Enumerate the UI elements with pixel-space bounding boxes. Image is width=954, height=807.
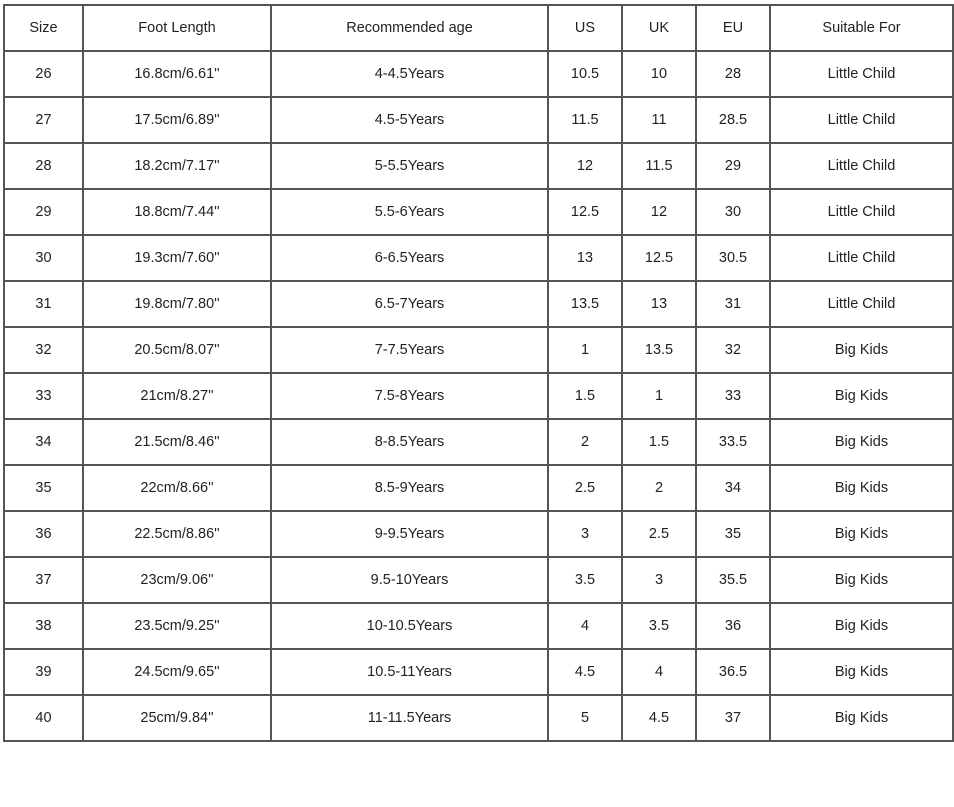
header-foot-length: Foot Length [83, 5, 271, 51]
eu-cell: 36 [696, 603, 770, 649]
recommended-age-cell: 10.5-11Years [271, 649, 548, 695]
us-cell: 11.5 [548, 97, 622, 143]
us-cell: 13.5 [548, 281, 622, 327]
us-cell: 13 [548, 235, 622, 281]
foot-length-cell: 17.5cm/6.89'' [83, 97, 271, 143]
suitable-for-cell: Big Kids [770, 327, 953, 373]
us-cell: 4 [548, 603, 622, 649]
table-row [4, 327, 953, 373]
size-cell: 26 [4, 51, 83, 97]
eu-cell: 33 [696, 373, 770, 419]
size-cell: 30 [4, 235, 83, 281]
recommended-age-cell: 7-7.5Years [271, 327, 548, 373]
foot-length-cell: 21.5cm/8.46'' [83, 419, 271, 465]
size-cell: 35 [4, 465, 83, 511]
uk-cell: 3 [622, 557, 696, 603]
suitable-for-cell: Big Kids [770, 603, 953, 649]
recommended-age-cell: 5.5-6Years [271, 189, 548, 235]
foot-length-cell: 18.8cm/7.44'' [83, 189, 271, 235]
recommended-age-cell: 4.5-5Years [271, 97, 548, 143]
size-cell: 39 [4, 649, 83, 695]
us-cell: 5 [548, 695, 622, 741]
suitable-for-cell: Big Kids [770, 373, 953, 419]
us-cell: 2.5 [548, 465, 622, 511]
table-row [4, 465, 953, 511]
recommended-age-cell: 6.5-7Years [271, 281, 548, 327]
size-cell: 36 [4, 511, 83, 557]
size-cell: 34 [4, 419, 83, 465]
eu-cell: 28.5 [696, 97, 770, 143]
table-row [4, 649, 953, 695]
suitable-for-cell: Little Child [770, 281, 953, 327]
recommended-age-cell: 4-4.5Years [271, 51, 548, 97]
foot-length-cell: 19.8cm/7.80'' [83, 281, 271, 327]
foot-length-cell: 22cm/8.66'' [83, 465, 271, 511]
us-cell: 12 [548, 143, 622, 189]
size-chart-table [3, 4, 954, 742]
table-row [4, 235, 953, 281]
us-cell: 10.5 [548, 51, 622, 97]
table-row [4, 603, 953, 649]
recommended-age-cell: 11-11.5Years [271, 695, 548, 741]
table-row [4, 281, 953, 327]
uk-cell: 11.5 [622, 143, 696, 189]
table-row [4, 143, 953, 189]
header-row [4, 5, 953, 51]
size-cell: 32 [4, 327, 83, 373]
uk-cell: 12.5 [622, 235, 696, 281]
table-row [4, 511, 953, 557]
suitable-for-cell: Little Child [770, 143, 953, 189]
uk-cell: 13.5 [622, 327, 696, 373]
us-cell: 1.5 [548, 373, 622, 419]
recommended-age-cell: 5-5.5Years [271, 143, 548, 189]
header-size: Size [4, 5, 83, 51]
us-cell: 12.5 [548, 189, 622, 235]
suitable-for-cell: Little Child [770, 51, 953, 97]
recommended-age-cell: 9.5-10Years [271, 557, 548, 603]
table-row [4, 373, 953, 419]
size-cell: 40 [4, 695, 83, 741]
table-row [4, 51, 953, 97]
suitable-for-cell: Big Kids [770, 557, 953, 603]
suitable-for-cell: Big Kids [770, 419, 953, 465]
uk-cell: 3.5 [622, 603, 696, 649]
eu-cell: 32 [696, 327, 770, 373]
eu-cell: 28 [696, 51, 770, 97]
size-cell: 38 [4, 603, 83, 649]
us-cell: 4.5 [548, 649, 622, 695]
suitable-for-cell: Little Child [770, 97, 953, 143]
uk-cell: 2.5 [622, 511, 696, 557]
recommended-age-cell: 10-10.5Years [271, 603, 548, 649]
header-eu: EU [696, 5, 770, 51]
table-row [4, 557, 953, 603]
table-row [4, 419, 953, 465]
us-cell: 2 [548, 419, 622, 465]
eu-cell: 30.5 [696, 235, 770, 281]
foot-length-cell: 25cm/9.84'' [83, 695, 271, 741]
recommended-age-cell: 6-6.5Years [271, 235, 548, 281]
recommended-age-cell: 8-8.5Years [271, 419, 548, 465]
header-us: US [548, 5, 622, 51]
eu-cell: 33.5 [696, 419, 770, 465]
foot-length-cell: 20.5cm/8.07'' [83, 327, 271, 373]
foot-length-cell: 16.8cm/6.61'' [83, 51, 271, 97]
eu-cell: 29 [696, 143, 770, 189]
foot-length-cell: 23.5cm/9.25'' [83, 603, 271, 649]
eu-cell: 31 [696, 281, 770, 327]
uk-cell: 4.5 [622, 695, 696, 741]
table-row [4, 695, 953, 741]
eu-cell: 36.5 [696, 649, 770, 695]
eu-cell: 35.5 [696, 557, 770, 603]
eu-cell: 30 [696, 189, 770, 235]
size-cell: 27 [4, 97, 83, 143]
size-cell: 31 [4, 281, 83, 327]
us-cell: 3.5 [548, 557, 622, 603]
uk-cell: 11 [622, 97, 696, 143]
uk-cell: 2 [622, 465, 696, 511]
foot-length-cell: 22.5cm/8.86'' [83, 511, 271, 557]
recommended-age-cell: 8.5-9Years [271, 465, 548, 511]
header-suitable-for: Suitable For [770, 5, 953, 51]
uk-cell: 10 [622, 51, 696, 97]
suitable-for-cell: Big Kids [770, 649, 953, 695]
suitable-for-cell: Big Kids [770, 511, 953, 557]
foot-length-cell: 18.2cm/7.17'' [83, 143, 271, 189]
table-row [4, 97, 953, 143]
table-body [4, 51, 953, 741]
size-cell: 33 [4, 373, 83, 419]
foot-length-cell: 23cm/9.06'' [83, 557, 271, 603]
recommended-age-cell: 9-9.5Years [271, 511, 548, 557]
uk-cell: 1.5 [622, 419, 696, 465]
foot-length-cell: 21cm/8.27'' [83, 373, 271, 419]
suitable-for-cell: Big Kids [770, 695, 953, 741]
us-cell: 1 [548, 327, 622, 373]
uk-cell: 1 [622, 373, 696, 419]
table-row [4, 189, 953, 235]
size-cell: 29 [4, 189, 83, 235]
eu-cell: 35 [696, 511, 770, 557]
suitable-for-cell: Little Child [770, 235, 953, 281]
header-recommended-age: Recommended age [271, 5, 548, 51]
size-cell: 28 [4, 143, 83, 189]
suitable-for-cell: Big Kids [770, 465, 953, 511]
uk-cell: 4 [622, 649, 696, 695]
foot-length-cell: 24.5cm/9.65'' [83, 649, 271, 695]
header-uk: UK [622, 5, 696, 51]
size-cell: 37 [4, 557, 83, 603]
suitable-for-cell: Little Child [770, 189, 953, 235]
eu-cell: 37 [696, 695, 770, 741]
recommended-age-cell: 7.5-8Years [271, 373, 548, 419]
eu-cell: 34 [696, 465, 770, 511]
uk-cell: 13 [622, 281, 696, 327]
foot-length-cell: 19.3cm/7.60'' [83, 235, 271, 281]
us-cell: 3 [548, 511, 622, 557]
uk-cell: 12 [622, 189, 696, 235]
